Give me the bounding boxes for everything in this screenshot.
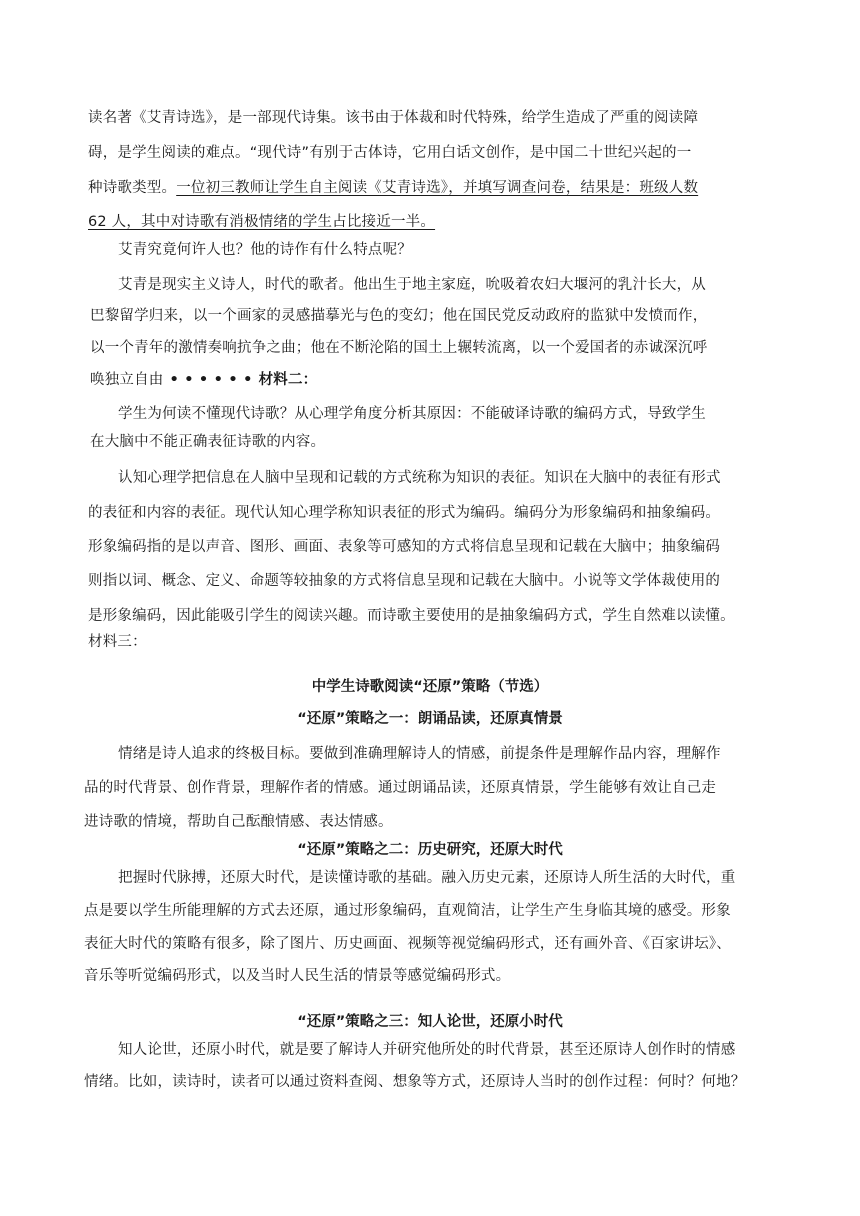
material1-line-3-text: 种诗歌类型。 bbox=[88, 180, 177, 196]
material2-body-2: 的表征和内容的表征。现代认知心理学称知识表征的形式为编码。编码分为形象编码和抽象编码。 bbox=[88, 505, 721, 521]
strategy3-title: “还原”策略之三：知人论世，还原小时代 bbox=[297, 1014, 563, 1030]
material2-intro-1: 学生为何读不懂现代诗歌？从心理学角度分析其原因：不能破译诗歌的编码方式，导致学生 bbox=[118, 406, 706, 422]
strategy1-line-2: 品的时代背景、创作背景，理解作者的情感。通过朗诵品读，还原真情景，学生能够有效让自己走 bbox=[84, 780, 717, 796]
strategy3-line-1: 知人论世，还原小时代，就是要了解诗人并研究他所处的时代背景，甚至还原诗人创作时的情感 bbox=[118, 1042, 736, 1058]
strategy1-line-1: 情绪是诗人追求的终极目标。要做到准确理解诗人的情感，前提条件是理解作品内容，理解作 bbox=[118, 746, 721, 762]
bio-line-2: 巴黎留学归来，以一个画家的灵感描摹光与色的变幻；他在国民党反动政府的监狱中发愤而作， bbox=[90, 308, 708, 324]
bio-line-1: 艾青是现实主义诗人，时代的歌者。他出生于地主家庭，吮吸着农妇大堰河的乳汁长大，从 bbox=[118, 277, 706, 293]
material3-title: 中学生诗歌阅读“还原”策略（节选） bbox=[311, 679, 549, 695]
material3-label: 材料三： bbox=[88, 634, 147, 650]
strategy3-line-2: 情绪。比如，读诗时，读者可以通过资料查阅、想象等方式，还原诗人当时的创作过程：何时？何地？ bbox=[84, 1074, 746, 1090]
strategy2-line-2: 点是要以学生所能理解的方式去还原，通过形象编码，直观简洁，让学生产生身临其境的感受。形象 bbox=[84, 903, 731, 919]
material1-line-1: 读名著《艾青诗选》，是一部现代诗集。该书由于体裁和时代特殊，给学生造成了严重的阅读障 bbox=[88, 110, 699, 126]
bio-line-4-text: 唤独立自由 bbox=[90, 372, 164, 388]
question-line: 艾青究竟何许人也？他的诗作有什么特点呢？ bbox=[118, 242, 412, 258]
strategy2-title: “还原”策略之二：历史研究，还原大时代 bbox=[297, 842, 563, 858]
material2-body-5: 是形象编码，因此能吸引学生的阅读兴趣。而诗歌主要使用的是抽象编码方式，学生自然难以读懂。 bbox=[88, 608, 735, 624]
material2-body-1: 认知心理学把信息在人脑中呈现和记载的方式统称为知识的表征。知识在大脑中的表征有形式 bbox=[118, 470, 721, 486]
material1-line-2: 碍，是学生阅读的难点。“现代诗”有别于古体诗，它用白话文创作，是中国二十世纪兴起的一 bbox=[88, 145, 692, 161]
material2-intro-2: 在大脑中不能正确表征诗歌的内容。 bbox=[90, 434, 326, 450]
material2-body-3: 形象编码指的是以声音、图形、画面、表象等可感知的方式将信息呈现和记载在大脑中；抽象编码 bbox=[88, 539, 721, 555]
strategy1-line-3: 进诗歌的情境，帮助自己酝酿情感、表达情感。 bbox=[84, 814, 393, 830]
material2-body-4: 则指以词、概念、定义、命题等较抽象的方式将信息呈现和记载在大脑中。小说等文学体裁使用的 bbox=[88, 573, 721, 589]
bio-line-4 bbox=[90, 370, 317, 390]
survey-underlined-1: 一位初三教师让学生自主阅读《艾青诗选》，并填写调查问卷，结果是：班级人数 bbox=[176, 180, 699, 196]
ellipsis-dots: • • • • • • bbox=[169, 372, 253, 388]
strategy2-line-4: 音乐等听觉编码形式，以及当时人民生活的情景等感觉编码形式。 bbox=[84, 968, 511, 984]
strategy2-line-3: 表征大时代的策略有很多，除了图片、历史画面、视频等视觉编码形式，还有画外音、《百家讲坛》、 bbox=[84, 936, 731, 952]
survey-underlined-2: 62 人，其中对诗歌有消极情绪的学生占比接近一半。 bbox=[88, 214, 436, 230]
strategy1-title: “还原”策略之一：朗诵品读，还原真情景 bbox=[297, 711, 563, 727]
bio-line-3: 以一个青年的激情奏响抗争之曲；他在不断沦陷的国土上辗转流离，以一个爱国者的赤诚深沉呼 bbox=[90, 340, 708, 356]
material2-label: 材料二： bbox=[258, 372, 318, 388]
strategy2-line-1: 把握时代脉搏，还原大时代，是读懂诗歌的基础。融入历史元素，还原诗人所生活的大时代，重 bbox=[118, 870, 736, 886]
material1-line-3 bbox=[88, 178, 698, 198]
